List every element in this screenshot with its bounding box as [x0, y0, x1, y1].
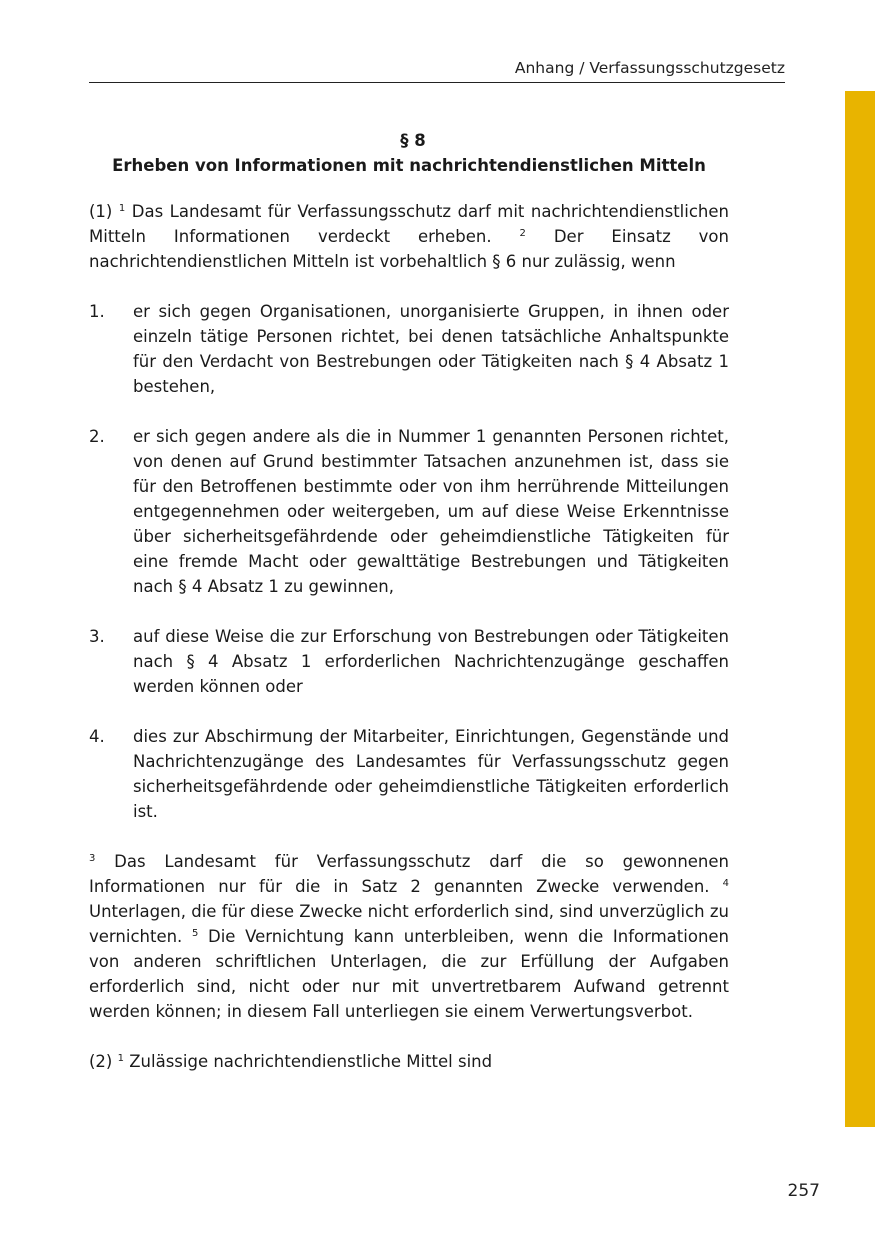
paragraph-label: (1) [89, 202, 113, 221]
thumb-index-tab [845, 91, 875, 1127]
sentence-number: 3 [89, 853, 96, 864]
sentence-number: 1 [118, 203, 126, 214]
section-number: § 8 [400, 131, 426, 150]
paragraph-1-continued [89, 849, 729, 1024]
sentence-text: Das Landesamt für Verfassungsschutz darf die so gewonnenen Informationen nur für die in Satz 2 genannten Zwecke verwenden. [89, 852, 729, 896]
list-item-text: auf diese Weise die zur Erforschung von Bestrebungen oder Tätigkeiten nach § 4 Absatz 1 erforderlichen Nachrichtenzugänge geschaffen werden können oder [133, 627, 729, 696]
sentence-text: Die Vernichtung kann unterbleiben, wenn die Informationen von anderen schriftlichen Unterlagen, die zur Erfüllung der Aufgaben erforderlich sind, nicht oder nur mit unvertretbarem Aufwand getrennt werden können; in diesem Fall unterliegen sie einem Verwertungsverbot. [89, 927, 730, 1021]
sentence-number: 1 [117, 1053, 124, 1064]
paragraph-1 [89, 199, 729, 274]
paragraph-2 [89, 1049, 729, 1074]
sentence-text: Zulässige nachrichtendienstliche Mittel sind [129, 1052, 493, 1071]
running-head: Anhang / Verfassungsschutzgesetz [514, 59, 785, 77]
sentence-number: 4 [722, 878, 730, 889]
page-number: 257 [787, 1181, 820, 1201]
sentence-text: Unterlagen, die für diese Zwecke nicht erforderlich sind, sind unverzüglich zu vernichten. [89, 902, 729, 946]
sentence-text: Das Landesamt für Verfassungsschutz darf mit nachrichtendienstlichen Mitteln Informationen verdeckt erheben. [89, 202, 729, 246]
list-item [89, 624, 729, 699]
section-title: Erheben von Informationen mit nachrichtendienstlichen Mitteln [112, 156, 706, 175]
list-item-number: 1. [89, 302, 105, 321]
list-item [89, 299, 729, 399]
sentence-number: 5 [191, 928, 199, 939]
sentence-number: 2 [519, 228, 526, 239]
sentence-text: Der Einsatz von nachrichtendienstlichen Mitteln ist vorbehaltlich § 6 nur zulässig, wenn [89, 227, 729, 271]
list-item-number: 2. [89, 427, 105, 446]
numbered-list [89, 299, 729, 824]
list-item-number: 3. [89, 627, 105, 646]
list-item-text: er sich gegen andere als die in Nummer 1 genannten Personen richtet, von denen auf Grund bestimmter Tatsachen anzunehmen ist, dass sie für den Betroffenen bestimmte oder von ihm herrührende Mitteilungen entgegennehmen oder weitergeben, um auf diese Weise Erkenntnisse über sicherheitsgefährdende oder geheimdienstliche Tätigkeiten für eine fremde Macht oder gewalttätige Bestrebungen und Tätigkeiten nach § 4 Absatz 1 zu gewinnen, [133, 427, 729, 596]
list-item [89, 724, 729, 824]
list-item-text: dies zur Abschirmung der Mitarbeiter, Einrichtungen, Gegenstände und Nachrichtenzugänge des Landesamtes für Verfassungsschutz gegen sicherheitsgefährdende oder geheimdienstliche Tätigkeiten erforderlich ist. [133, 727, 729, 821]
list-item [89, 424, 729, 599]
page-body [89, 128, 729, 1074]
paragraph-label: (2) [89, 1052, 113, 1071]
list-item-number: 4. [89, 727, 105, 746]
header-rule [89, 82, 785, 83]
list-item-text: er sich gegen Organisationen, unorganisierte Gruppen, in ihnen oder einzeln tätige Personen richtet, bei denen tatsächliche Anhaltspunkte für den Verdacht von Bestrebungen oder Tätigkeiten nach § 4 Absatz 1 bestehen, [133, 302, 729, 396]
